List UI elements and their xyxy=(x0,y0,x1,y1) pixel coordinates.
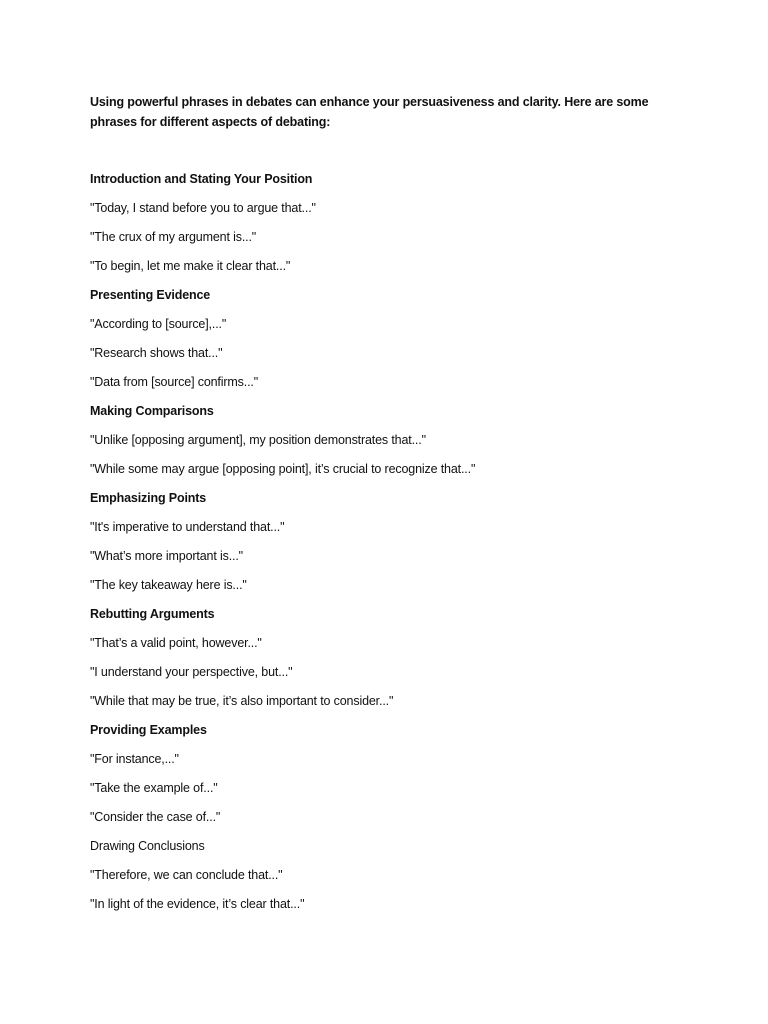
phrase-item: "Consider the case of..." xyxy=(90,810,221,824)
phrase-item: "Today, I stand before you to argue that..." xyxy=(90,201,316,215)
section-heading: Introduction and Stating Your Position xyxy=(90,172,313,186)
phrase-item: "Data from [source] confirms..." xyxy=(90,375,259,389)
phrase-item: "That’s a valid point, however..." xyxy=(90,636,262,650)
phrase-item: "For instance,..." xyxy=(90,752,179,766)
section-heading: Providing Examples xyxy=(90,723,207,737)
phrase-item: "In light of the evidence, it’s clear that..." xyxy=(90,897,305,911)
phrase-item: "To begin, let me make it clear that..." xyxy=(90,259,291,273)
phrase-item: "According to [source],..." xyxy=(90,317,227,331)
phrase-item: "What’s more important is..." xyxy=(90,549,243,563)
section-heading: Rebutting Arguments xyxy=(90,607,215,621)
section-heading: Presenting Evidence xyxy=(90,288,211,302)
phrase-item: "While that may be true, it’s also important to consider..." xyxy=(90,694,394,708)
phrase-sections xyxy=(90,169,710,923)
phrase-item: "The key takeaway here is..." xyxy=(90,578,247,592)
section-heading: Making Comparisons xyxy=(90,404,214,418)
section-heading: Emphasizing Points xyxy=(90,491,207,505)
phrase-item: "Research shows that..." xyxy=(90,346,223,360)
phrase-item: "While some may argue [opposing point], it’s crucial to recognize that..." xyxy=(90,462,476,476)
phrase-item: "Therefore, we can conclude that..." xyxy=(90,868,283,882)
section-heading: Drawing Conclusions xyxy=(90,839,205,853)
phrase-item: "It's imperative to understand that..." xyxy=(90,520,285,534)
phrase-item: "Unlike [opposing argument], my position demonstrates that..." xyxy=(90,433,426,447)
intro-paragraph: Using powerful phrases in debates can enhance your persuasiveness and clarity. Here are some phrases for different aspects of debating: xyxy=(90,95,649,129)
phrase-item: "The crux of my argument is..." xyxy=(90,230,257,244)
phrase-item: "I understand your perspective, but..." xyxy=(90,665,293,679)
phrase-item: "Take the example of..." xyxy=(90,781,218,795)
